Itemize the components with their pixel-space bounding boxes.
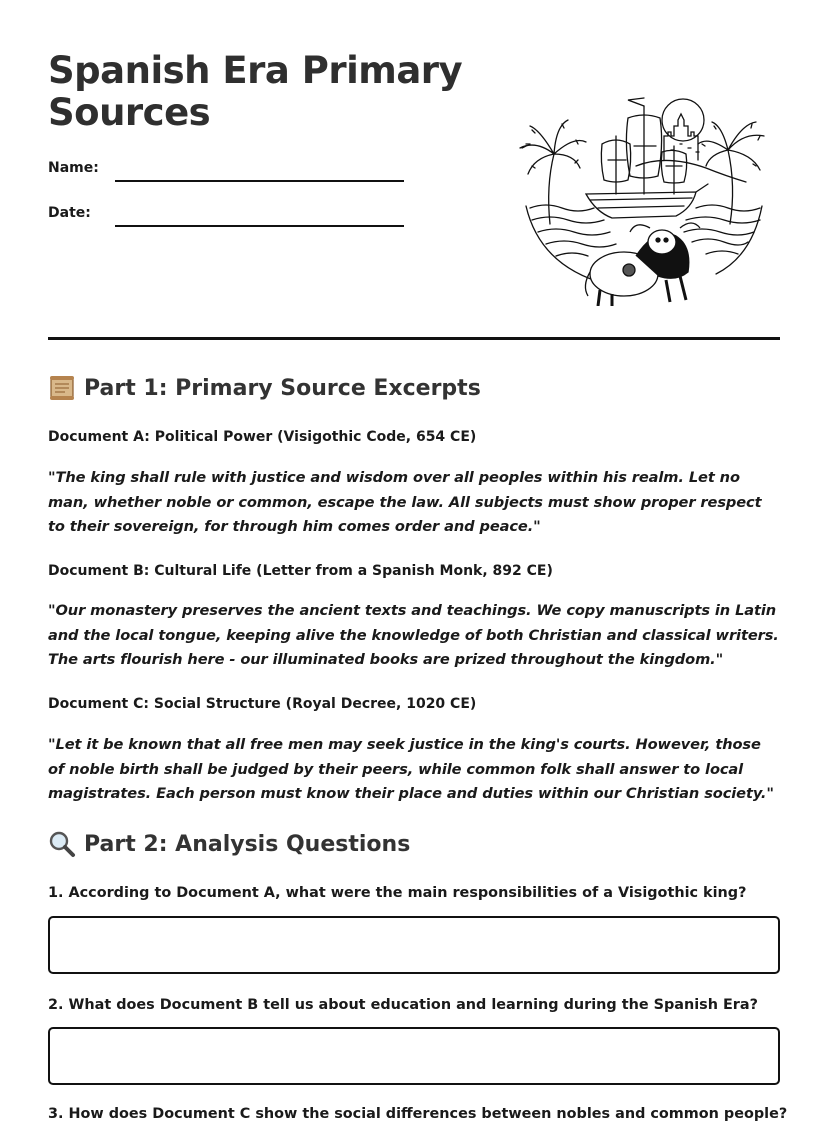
question-1: 1. According to Document A, what were the main responsibilities of a Visigothic king? — [48, 885, 747, 901]
ship-coast-bull-illustration — [516, 96, 774, 306]
answer-box-2[interactable] — [48, 1027, 780, 1085]
page-title: Spanish Era Primary Sources — [48, 49, 463, 134]
part2-heading — [48, 830, 410, 858]
question-2: 2. What does Document B tell us about education and learning during the Spanish Era? — [48, 997, 758, 1013]
part2-title: Part 2: Analysis Questions — [84, 831, 411, 857]
name-input-line[interactable] — [115, 180, 404, 182]
document-b-heading: Document B: Cultural Life (Letter from a Spanish Monk, 892 CE) — [48, 563, 553, 579]
date-input-line[interactable] — [115, 225, 404, 227]
part1-title: Part 1: Primary Source Excerpts — [84, 375, 481, 401]
part1-heading — [48, 374, 481, 402]
name-label: Name: — [48, 160, 99, 176]
scroll-icon — [48, 374, 76, 402]
document-b-quote: "Our monastery preserves the ancient texts and teachings. We copy manuscripts in Latin and the local tongue, keeping alive the knowledge of both Christian and classical writers. The arts flourish here - our illuminated books are prized throughout the kingdom." — [48, 602, 779, 668]
document-a-quote: "The king shall rule with justice and wisdom over all peoples within his realm. Let no man, whether noble or common, escape the law. All subjects must show proper respect to their sovereign, for through him comes order and peace." — [48, 469, 762, 535]
question-3: 3. How does Document C show the social differences between nobles and common people? — [48, 1106, 788, 1122]
section-divider — [48, 337, 780, 340]
document-a-heading: Document A: Political Power (Visigothic Code, 654 CE) — [48, 429, 477, 445]
document-c-quote: "Let it be known that all free men may seek justice in the king's courts. However, those of noble birth shall be judged by their peers, while common folk shall answer to local magistrates. Each person must know their place and duties within our Christian society." — [48, 736, 774, 802]
answer-box-1[interactable] — [48, 916, 780, 974]
date-label: Date: — [48, 205, 91, 221]
document-c-heading: Document C: Social Structure (Royal Decree, 1020 CE) — [48, 696, 477, 712]
magnifier-icon — [48, 830, 76, 858]
